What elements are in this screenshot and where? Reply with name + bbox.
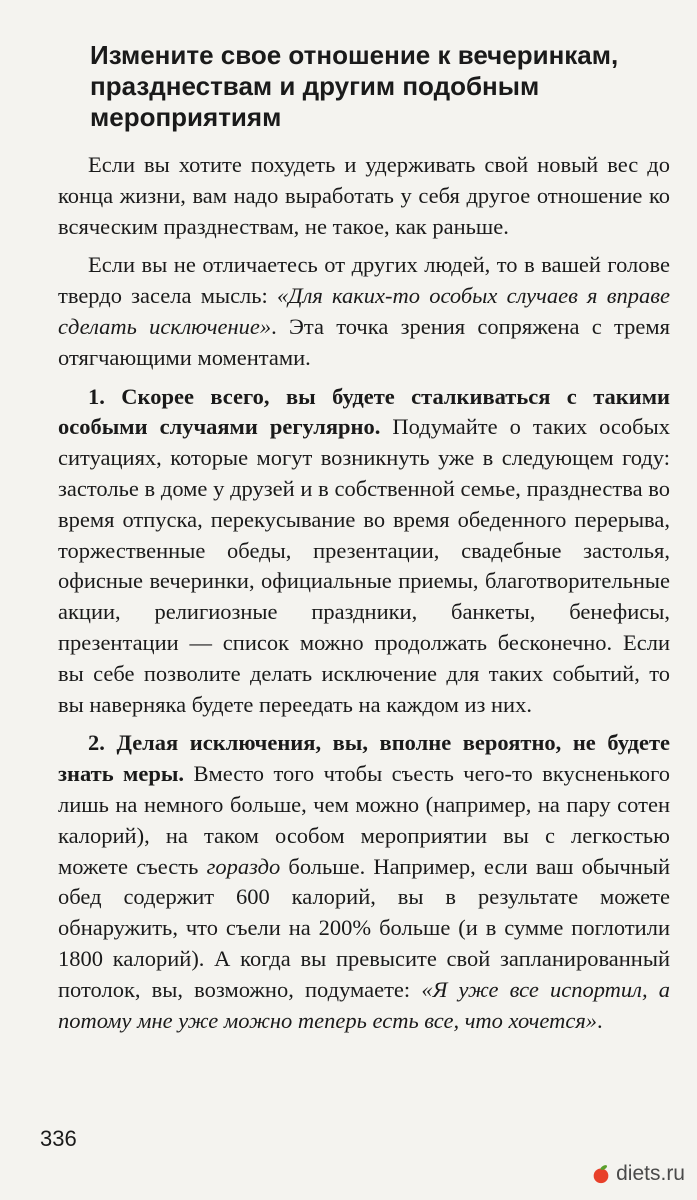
paragraph-point-1 [58, 382, 670, 721]
watermark-text: diets.ru [616, 1162, 685, 1185]
watermark [590, 1162, 685, 1186]
paragraph-text: Подумайте о таких особых ситуациях, которые могут возникнуть уже в следующем году: застолье в доме у друзей и в собственной семье, празднества во время отпуска, перекусывание во время обеденного перерыва, торжественные обеды, презентации, свадебные застолья, офисные вечеринки, официальные приемы, благотворительные акции, религиозные праздники, банкеты, бенефисы, презентации — список можно продолжать бесконечно. Если вы себе позволите делать исключение для таких событий, то вы наверняка будете переедать на каждом из них. [58, 414, 670, 717]
section-heading: Измените свое отношение к вечеринкам, празднествам и другим подобным мероприятиям [90, 40, 619, 132]
italic-quote: «Я уже все испортил, а потому мне уже можно теперь есть все, что хочется» [58, 976, 670, 1033]
italic-emphasis: гораздо [206, 853, 281, 879]
paragraph-point-2 [58, 728, 670, 1036]
paragraph-text: . [597, 1007, 603, 1033]
paragraph-intro: Если вы хотите похудеть и удерживать свой новый вес до конца жизни, вам надо выработать у себя другое отношение ко всяческим празднествам, не такое, как раньше. [58, 152, 670, 239]
bold-point-heading: 1. Скорее всего, вы будете сталкиваться с такими особыми случаями регулярно. [58, 383, 670, 440]
apple-body [594, 1169, 609, 1184]
bold-point-heading: 2. Делая исключения, вы, вполне вероятно, не будете знать меры. [58, 730, 670, 787]
body-text [58, 150, 670, 1044]
italic-quote: «Для каких-то особых случаев я вправе сделать исключение» [58, 283, 670, 339]
paragraph-text: Если вы не отличаетесь от других людей, то в вашей голове твердо засела мысль: [58, 252, 670, 309]
paragraph-text: Вместо того чтобы съесть чего-то вкусненького лишь на немного больше, чем можно (например, на пару сотен калорий), на таком особом мероприятии вы с легкостью можете съесть [58, 761, 670, 879]
paragraph-text: больше. Например, если ваш обычный обед содержит 600 калорий, вы в результате можете обнаружить, что съели на 200% больше (и в сумме поглотили 1800 калорий). А когда вы превысите свой запланированный потолок, вы, возможно, подумаете: [58, 853, 670, 1002]
paragraph-mindset [58, 250, 670, 373]
apple-icon [590, 1163, 612, 1185]
page-number: 336 [40, 1126, 77, 1151]
paragraph-text: . Эта точка зрения сопряжена с тремя отягчающими моментами. [58, 313, 670, 370]
